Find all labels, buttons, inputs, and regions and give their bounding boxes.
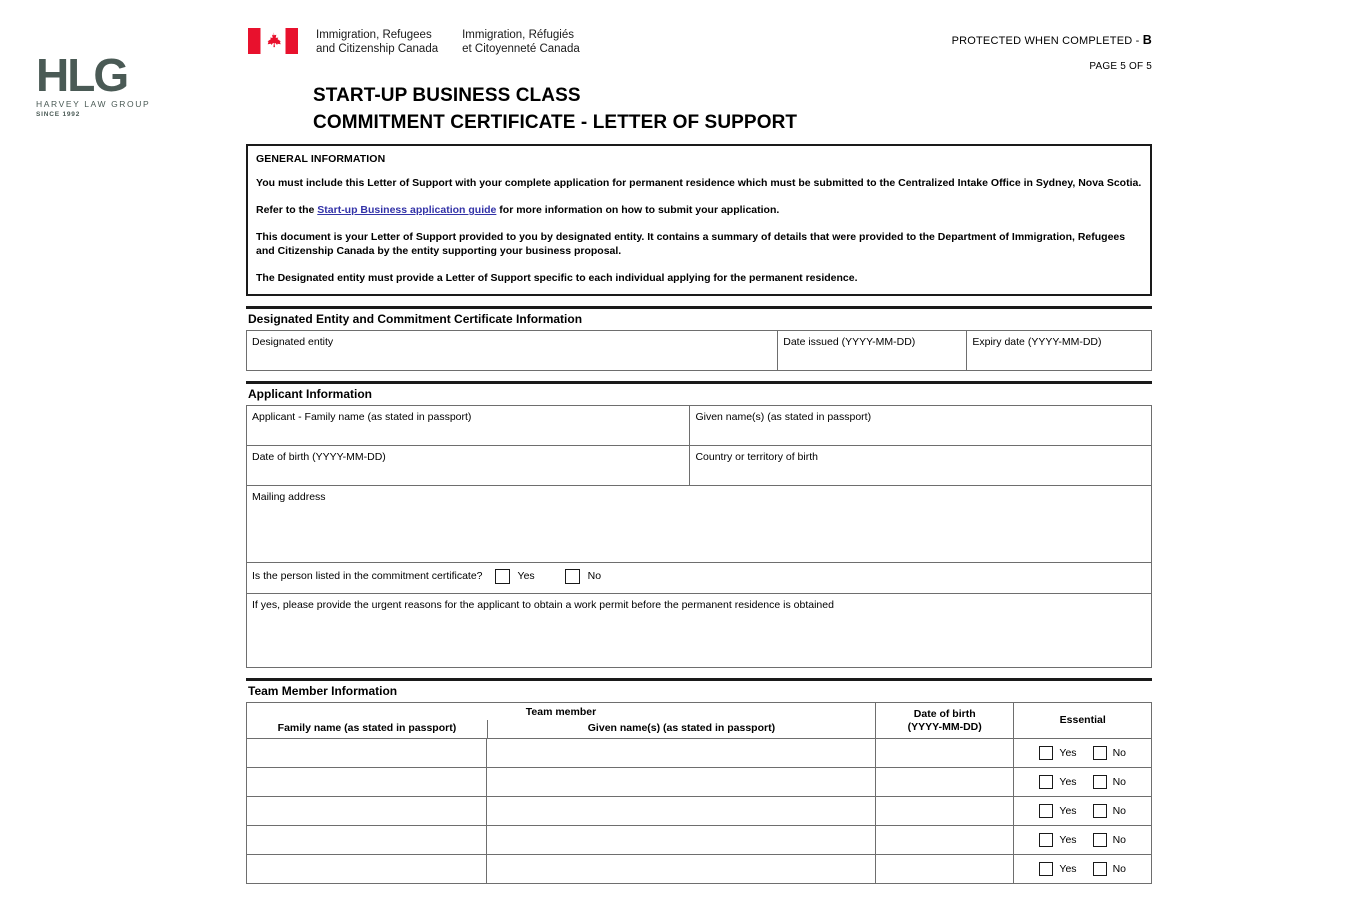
- table-row: [247, 406, 1152, 446]
- title-line-1: START-UP BUSINESS CLASS: [313, 85, 581, 106]
- team-dob-field[interactable]: [875, 826, 1013, 855]
- applicant-family-name-label: Applicant - Family name (as stated in passport): [252, 411, 472, 423]
- team-essential-no-checkbox[interactable]: [1093, 833, 1107, 847]
- team-essential-yes-checkbox[interactable]: [1039, 804, 1053, 818]
- protected-level: B: [1142, 33, 1152, 47]
- wordmark-french: [462, 28, 580, 56]
- team-member-name-cell: [247, 826, 876, 855]
- team-essential-cell: [1014, 797, 1152, 826]
- listed-no-label: No: [587, 570, 602, 582]
- team-essential-cell: [1014, 739, 1152, 768]
- team-essential-yes-label: Yes: [1059, 805, 1077, 817]
- guide-sentence-prefix: Refer to the: [256, 204, 318, 216]
- team-essential-yes-label: Yes: [1059, 834, 1077, 846]
- team-essential-no-checkbox[interactable]: [1093, 862, 1107, 876]
- general-information-heading: GENERAL INFORMATION: [256, 153, 386, 165]
- applicant-information-heading: Applicant Information: [248, 387, 372, 401]
- team-essential-yes-checkbox[interactable]: [1039, 833, 1053, 847]
- team-essential-no-checkbox[interactable]: [1093, 804, 1107, 818]
- team-family-name-field[interactable]: [247, 826, 487, 854]
- applicant-family-name-field[interactable]: [247, 406, 690, 446]
- guide-sentence-suffix: for more information on how to submit your application.: [496, 204, 780, 216]
- if-yes-reasons-label: If yes, please provide the urgent reasons for the applicant to obtain a work permit before the permanent residence is obtained: [252, 599, 834, 611]
- table-row: [247, 563, 1152, 594]
- team-given-names-field[interactable]: [487, 855, 875, 883]
- government-header: [248, 28, 580, 56]
- table-row: [247, 797, 1152, 826]
- title-line-2: COMMITMENT CERTIFICATE - LETTER OF SUPPORT: [313, 112, 798, 133]
- if-yes-reasons-field[interactable]: [247, 594, 1152, 668]
- applicant-information-table: [246, 405, 1152, 668]
- team-member-name-header-group: [247, 703, 876, 739]
- team-essential-no-label: No: [1112, 805, 1126, 817]
- commitment-certificate-listed-row: [247, 563, 1152, 594]
- designated-entity-field[interactable]: [247, 331, 778, 371]
- team-essential-no-checkbox[interactable]: [1093, 746, 1107, 760]
- harvey-law-group-logo: [36, 49, 162, 118]
- applicant-country-of-birth-label: Country or territory of birth: [695, 451, 818, 463]
- protected-text: PROTECTED WHEN COMPLETED -: [951, 35, 1143, 47]
- team-essential-no-label: No: [1112, 747, 1126, 759]
- team-dob-header: [875, 703, 1013, 739]
- wordmark-en-line1: Immigration, Refugees: [316, 29, 432, 41]
- table-row: [247, 446, 1152, 486]
- team-essential-no-label: No: [1112, 863, 1126, 875]
- team-essential-cell: [1014, 826, 1152, 855]
- general-info-paragraph-4: The Designated entity must provide a Letter of Support specific to each individual applying for the permanent residence.: [256, 272, 858, 284]
- team-given-names-field[interactable]: [487, 739, 875, 767]
- team-member-group-label: Team member: [525, 706, 597, 718]
- team-member-name-cell: [247, 768, 876, 797]
- listed-no-checkbox[interactable]: [565, 569, 580, 584]
- general-info-paragraph-3: This document is your Letter of Support provided to you by designated entity. It contains a summary of details that were provided to the Department of Immigration, Refugees and Citizenship Canada by the entity supporting your business proposal.: [256, 231, 1126, 257]
- table-row: [247, 331, 1152, 371]
- wordmark-en-line2: and Citizenship Canada: [316, 43, 439, 55]
- start-up-business-application-guide-link[interactable]: Start-up Business application guide: [317, 204, 497, 216]
- protected-classification: [952, 33, 1152, 47]
- team-dob-field[interactable]: [875, 768, 1013, 797]
- wordmark-english: [316, 28, 438, 56]
- hlg-firm-name: HARVEY LAW GROUP: [36, 99, 151, 109]
- team-member-name-cell: [247, 797, 876, 826]
- team-family-name-field[interactable]: [247, 739, 487, 767]
- team-essential-yes-checkbox[interactable]: [1039, 746, 1053, 760]
- team-given-names-field[interactable]: [487, 768, 875, 796]
- team-essential-yes-checkbox[interactable]: [1039, 862, 1053, 876]
- table-row: [247, 739, 1152, 768]
- applicant-dob-label: Date of birth (YYYY-MM-DD): [252, 451, 386, 463]
- team-member-table: [246, 702, 1152, 884]
- listed-yes-label: Yes: [517, 570, 535, 582]
- team-family-name-field[interactable]: [247, 855, 487, 883]
- table-row: [247, 486, 1152, 563]
- team-essential-cell: [1014, 855, 1152, 884]
- team-essential-cell: [1014, 768, 1152, 797]
- team-essential-yes-label: Yes: [1059, 776, 1077, 788]
- designated-entity-label: Designated entity: [252, 336, 334, 348]
- canada-flag-icon: [248, 28, 298, 54]
- team-given-names-field[interactable]: [487, 797, 875, 825]
- date-issued-label: Date issued (YYYY-MM-DD): [783, 336, 916, 348]
- team-dob-field[interactable]: [875, 797, 1013, 826]
- team-table-header-row: [247, 703, 1152, 739]
- mailing-address-label: Mailing address: [252, 491, 326, 503]
- table-row: [247, 594, 1152, 668]
- team-given-names-header: Given name(s) (as stated in passport): [587, 722, 776, 734]
- table-row: [247, 855, 1152, 884]
- page-number-label: PAGE 5 OF 5: [1089, 61, 1152, 72]
- expiry-date-field[interactable]: [967, 331, 1152, 371]
- listed-yes-checkbox[interactable]: [495, 569, 510, 584]
- designated-entity-heading: Designated Entity and Commitment Certificate Information: [248, 312, 583, 326]
- general-info-paragraph-2: [256, 203, 1142, 217]
- wordmark-fr-line1: Immigration, Réfugiés: [462, 29, 574, 41]
- team-member-name-cell: [247, 855, 876, 884]
- team-family-name-field[interactable]: [247, 768, 487, 796]
- page-title: [313, 82, 797, 136]
- date-issued-field[interactable]: [778, 331, 967, 371]
- applicant-country-of-birth-field[interactable]: [690, 446, 1152, 486]
- table-row: [247, 826, 1152, 855]
- team-dob-header-line2: (YYYY-MM-DD): [907, 720, 982, 733]
- team-member-rows: [247, 739, 1152, 884]
- applicant-dob-field[interactable]: [247, 446, 690, 486]
- team-dob-field[interactable]: [875, 855, 1013, 884]
- team-essential-yes-label: Yes: [1059, 863, 1077, 875]
- mailing-address-field[interactable]: [247, 486, 1152, 563]
- general-info-paragraph-1: You must include this Letter of Support with your complete application for permanent residence which must be submitted to the Centralized Intake Office in Sydney, Nova Scotia.: [256, 177, 1142, 189]
- applicant-given-names-label: Given name(s) (as stated in passport): [695, 411, 872, 423]
- team-given-names-field[interactable]: [487, 826, 875, 854]
- team-member-name-cell: [247, 739, 876, 768]
- hlg-since-text: SINCE 1992: [36, 111, 81, 118]
- team-family-name-field[interactable]: [247, 797, 487, 825]
- team-member-information-heading: Team Member Information: [248, 684, 398, 698]
- team-essential-header: Essential: [1014, 703, 1152, 739]
- team-essential-no-label: No: [1112, 834, 1126, 846]
- team-essential-no-label: No: [1112, 776, 1126, 788]
- table-row: [247, 768, 1152, 797]
- form-body: [246, 144, 1152, 884]
- designated-entity-table: [246, 330, 1152, 371]
- team-dob-header-line1: Date of birth: [913, 707, 976, 720]
- hlg-monogram: HLG: [36, 49, 128, 101]
- wordmark-fr-line2: et Citoyenneté Canada: [462, 43, 580, 55]
- team-essential-no-checkbox[interactable]: [1093, 775, 1107, 789]
- team-essential-yes-label: Yes: [1059, 747, 1077, 759]
- team-essential-yes-checkbox[interactable]: [1039, 775, 1053, 789]
- team-family-name-header: Family name (as stated in passport): [247, 720, 488, 738]
- applicant-given-names-field[interactable]: [690, 406, 1152, 446]
- expiry-date-label: Expiry date (YYYY-MM-DD): [972, 336, 1102, 348]
- general-information-box: [246, 144, 1152, 296]
- listed-question-label: Is the person listed in the commitment certificate?: [252, 570, 483, 582]
- team-dob-field[interactable]: [875, 739, 1013, 768]
